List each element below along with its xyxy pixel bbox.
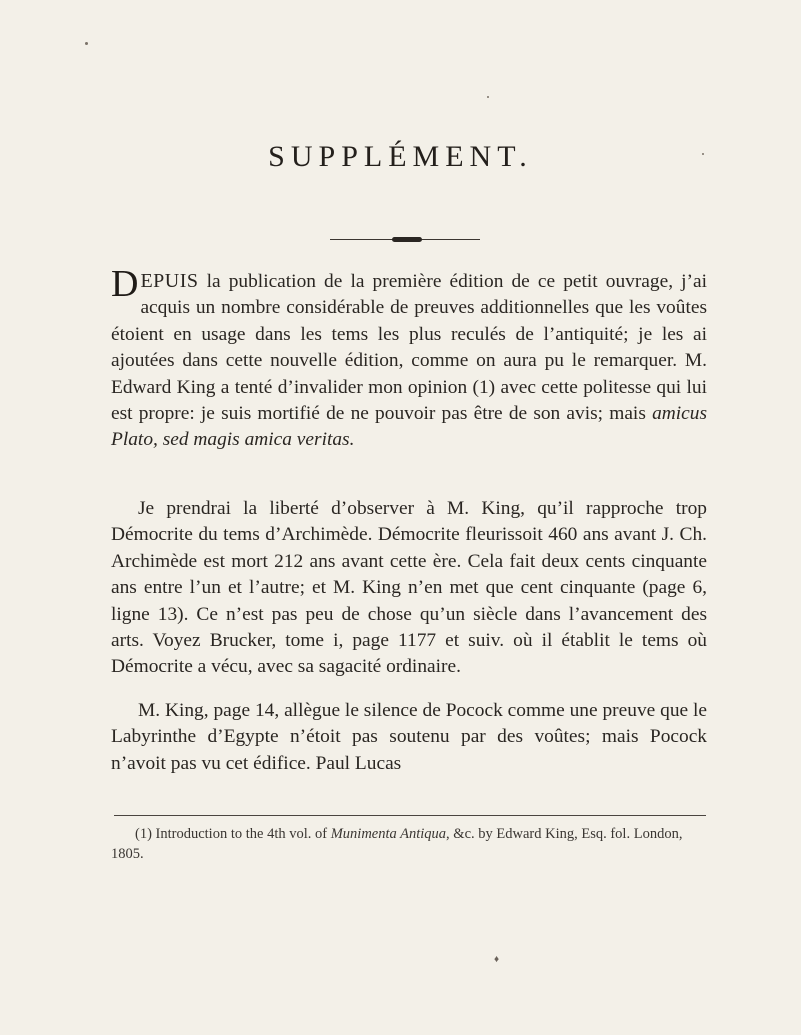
footnote-text-after: , &c. by Edward King, Esq. fol. London, 1805. [111,826,683,862]
paper-speck [702,153,704,155]
footnote-text-before: (1) Introduction to the 4th vol. of [135,826,331,842]
footnote-title: Munimenta Antiqua [330,826,447,842]
footnote-rule [114,815,706,816]
paragraph-2: Je prendrai la liberté d’observer à M. King, qu’il rapproche trop Démocrite du tems d’Archimède. Démocrite fleurissoit 460 ans avant J. Ch. Archimède est mort 212 ans avant cette ère. Cela fait deux cents cinquante ans entre l’un et l’autre; et M. King n’en met que cent cinquante (page 6, ligne 13). Ce n’est pas peu de chose qu’un siècle dans l’avancement des arts. Voyez Brucker, tome i, page 1177 et suiv. où il établit le tems où Démocrite a vécu, avec sa sagacité ordinaire. [111,498,707,678]
latin-quote: amicus Plato, sed magis amica veritas. [111,403,707,451]
paper-speck [85,42,88,45]
paragraph-3: M. King, page 14, allègue le silence de Pocock comme une preuve que le Labyrinthe d’Egypte n’étoit pas soutenu par des voûtes; mais Pocock n’avoit pas vu cet édifice. Paul Lucas [111,700,707,774]
page-title: SUPPLÉMENT. [268,140,533,173]
paper-speck [487,96,489,98]
lead-word: EPUIS [140,270,199,292]
printer-mark: ♦ [494,954,500,965]
title-ornament-rule [330,237,480,243]
paragraph-1 [111,263,707,454]
drop-cap: D [111,263,139,305]
footnote [111,824,709,864]
paragraph-1-text: la publication de la première édition de ce petit ouvrage, j’ai acquis un nombre considérable de preuves additionnelles que les voûtes étoient en usage dans les tems les plus reculés de l’antiquité; je les ai ajoutées dans cette nouvelle édition, comme on aura pu le remarquer. M. Edward King a tenté d’invalider mon opinion (1) avec cette politesse qui lui est propre: je suis mortifié de ne pouvoir pas être de son avis; mais [111,271,707,425]
